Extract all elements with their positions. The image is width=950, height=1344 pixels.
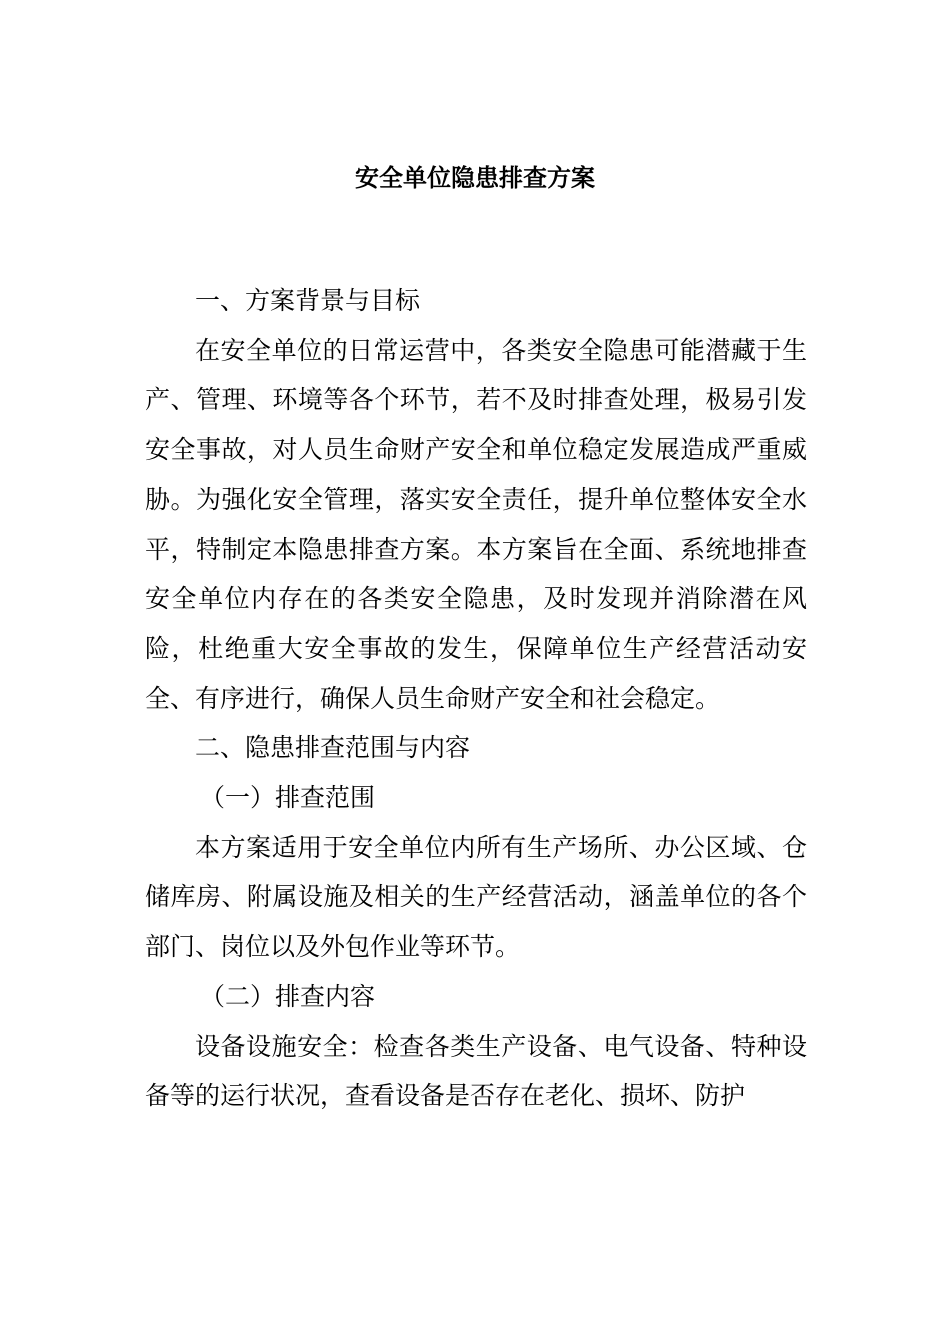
section-2-sub1-paragraph: 本方案适用于安全单位内所有生产场所、办公区域、仓储库房、附属设施及相关的生产经营活动，涵盖单位的各个部门、岗位以及外包作业等环节。 — [145, 832, 807, 962]
section-2-subheading-1: （一）排查范围 — [200, 783, 376, 813]
section-2-sub2-paragraph: 设备设施安全：检查各类生产设备、电气设备、特种设备等的运行状况，查看设备是否存在老化、损坏、防护 — [145, 1031, 807, 1111]
document-title: 安全单位隐患排查方案 — [355, 164, 595, 192]
document-body — [145, 276, 807, 1121]
section-2-subheading-2: （二）排查内容 — [200, 981, 376, 1011]
section-1-paragraph: 在安全单位的日常运营中，各类安全隐患可能潜藏于生产、管理、环境等各个环节，若不及时排查处理，极易引发安全事故，对人员生命财产安全和单位稳定发展造成严重威胁。为强化安全管理，落实安全责任，提升单位整体安全水平，特制定本隐患排查方案。本方案旨在全面、系统地排查安全单位内存在的各类安全隐患，及时发现并消除潜在风险，杜绝重大安全事故的发生，保障单位生产经营活动安全、有序进行，确保人员生命财产安全和社会稳定。 — [145, 335, 807, 713]
section-2-heading: 二、隐患排查范围与内容 — [195, 733, 471, 763]
section-1-heading: 一、方案背景与目标 — [195, 286, 421, 315]
